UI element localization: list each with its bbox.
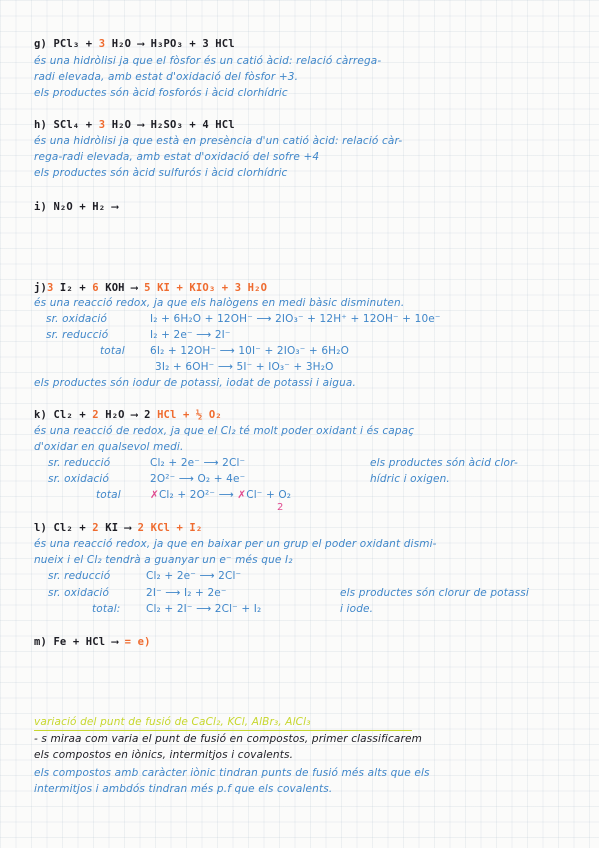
label-l-total: total: xyxy=(92,603,121,615)
coef-j-2: 6 xyxy=(92,282,99,294)
eq-k xyxy=(34,409,222,422)
text-h-1: és una hidròlisi ja que està en presència d'un catió àcid: relació càr- xyxy=(34,135,403,147)
coef-j-1: 3 xyxy=(46,282,54,294)
text-h-2: rega-radi elevada, amb estat d'oxidació del sofre +4 xyxy=(34,151,320,163)
label-g: g) xyxy=(34,38,47,50)
eq-h xyxy=(34,119,235,132)
eq-i-text: N₂O + H₂ xyxy=(53,201,106,213)
label-l-red: sr. reducció xyxy=(48,570,111,582)
eq-i xyxy=(34,201,118,214)
text-j-products: els productes són iodur de potassi, iodat de potassi i aigua. xyxy=(34,377,356,389)
text-l-1: és una reacció redox, ja que en baixar per un grup el poder oxidant dismi- xyxy=(34,538,437,550)
text-k-2: d'oxidar en qualsevol medi. xyxy=(34,441,184,453)
arrow-icon: ⟶ xyxy=(131,409,138,421)
arrow-icon: ⟶ xyxy=(137,38,145,50)
pink-coefficient: 2 xyxy=(277,502,284,513)
label-l: l) xyxy=(34,522,47,534)
section-title: variació del punt de fusió de CaCl₂, KCl, AlBr₃, AlCl₃ xyxy=(34,716,311,728)
eq-k-total-b: Cl⁻ + O₂ xyxy=(246,489,292,501)
eq-j-b: KOH xyxy=(98,282,125,294)
label-k: k) xyxy=(34,409,47,421)
eq-l xyxy=(34,522,202,535)
text-h-3: els productes són àcid sulfurós i àcid clorhídric xyxy=(34,167,288,179)
eq-g-left: PCl₃ + xyxy=(53,38,99,50)
eq-k-c: HCl + ½ O₂ xyxy=(150,409,222,421)
eq-k-a: Cl₂ + xyxy=(53,409,93,421)
text-g-1: és una hidròlisi ja que el fòsfor és un catió àcid: relació càrrega- xyxy=(34,55,382,67)
text-section-1: - s miraa com varia el punt de fusió en compostos, primer classificarem xyxy=(34,733,422,745)
label-j-red: sr. reducció xyxy=(46,329,109,341)
label-h: h) xyxy=(34,119,47,131)
label-k-ox: sr. oxidació xyxy=(48,473,110,485)
eq-m xyxy=(34,636,151,649)
strike-mark-icon: ✗ xyxy=(237,489,247,501)
coef-h: 3 xyxy=(98,119,106,131)
label-k-red: sr. reducció xyxy=(48,457,111,469)
eq-l-a: Cl₂ + xyxy=(53,522,93,534)
eq-k-red: Cl₂ + 2e⁻ ⟶ 2Cl⁻ xyxy=(150,457,246,469)
strike-mark-icon: ✗ xyxy=(150,489,159,501)
text-l-2: nueix i el Cl₂ tendrà a guanyar un e⁻ més que I₂ xyxy=(34,554,293,566)
label-j-ox: sr. oxidació xyxy=(46,313,108,325)
text-k-prod-2: hídric i oxigen. xyxy=(370,473,450,485)
coef-g: 3 xyxy=(98,38,106,50)
eq-m-text: Fe + HCl xyxy=(53,636,106,648)
eq-k-b: H₂O xyxy=(98,409,125,421)
eq-j-c: KI + KIO₃ + 3 H₂O xyxy=(150,282,268,294)
eq-j-a: I₂ + xyxy=(53,282,93,294)
eq-l-red: Cl₂ + 2e⁻ ⟶ 2Cl⁻ xyxy=(146,570,242,582)
label-i: i) xyxy=(34,201,47,213)
eq-g-mid: H₂O xyxy=(105,38,132,50)
label-k-total: total xyxy=(96,489,121,501)
text-g-3: els productes són àcid fosforós i àcid clorhídric xyxy=(34,87,288,99)
eq-l-total: Cl₂ + 2I⁻ ⟶ 2Cl⁻ + I₂ xyxy=(146,603,262,615)
title-underline xyxy=(34,730,412,731)
eq-h-left: SCl₄ + xyxy=(53,119,99,131)
eq-g-right: H₃PO₃ + 3 HCl xyxy=(150,38,235,50)
eq-j-total-2: 3I₂ + 6OH⁻ ⟶ 5I⁻ + IO₃⁻ + 3H₂O xyxy=(155,361,334,373)
eq-k-total xyxy=(150,489,291,502)
coef-j-3: 5 xyxy=(144,282,151,294)
label-j: j) xyxy=(34,282,47,294)
label-l-ox: sr. oxidació xyxy=(48,587,110,599)
eq-g xyxy=(34,38,235,51)
coef-l-1: 2 xyxy=(92,522,99,534)
arrow-icon: ⟶ xyxy=(131,282,138,294)
label-j-total: total xyxy=(100,345,125,357)
note-m: = e) xyxy=(124,636,151,648)
text-l-prod-2: i iode. xyxy=(340,603,374,615)
arrow-icon: ⟶ xyxy=(137,119,145,131)
eq-h-right: H₂SO₃ + 4 HCl xyxy=(150,119,235,131)
eq-h-mid: H₂O xyxy=(105,119,132,131)
text-j-1: és una reacció redox, ja que els halògens en medi bàsic disminuten. xyxy=(34,297,405,309)
eq-j xyxy=(34,282,267,295)
eq-j-red: I₂ + 2e⁻ ⟶ 2I⁻ xyxy=(150,329,231,341)
arrow-icon: ⟶ xyxy=(124,522,132,534)
eq-k-total-a: Cl₂ + 2O²⁻ ⟶ xyxy=(158,489,238,501)
text-section-4: intermitjos i ambdós tindran més p.f que els covalents. xyxy=(34,783,333,795)
text-section-3: els compostos amb caràcter iònic tindran punts de fusió més alts que els xyxy=(34,767,430,779)
eq-l-b: KI xyxy=(98,522,119,534)
eq-j-total-1: 6I₂ + 12OH⁻ ⟶ 10I⁻ + 2IO₃⁻ + 6H₂O xyxy=(150,345,349,357)
arrow-icon: ⟶ xyxy=(111,636,119,648)
eq-l-c: KCl + I₂ xyxy=(144,522,203,534)
text-l-prod-1: els productes són clorur de potassi xyxy=(340,587,529,599)
arrow-icon: ⟶ xyxy=(111,201,119,213)
text-k-prod-1: els productes són àcid clor- xyxy=(370,457,518,469)
text-g-2: radi elevada, amb estat d'oxidació del fòsfor +3. xyxy=(34,71,299,83)
text-k-1: és una reacció de redox, ja que el Cl₂ té molt poder oxidant i és capaç xyxy=(34,425,415,437)
coef-k-1: 2 xyxy=(92,409,99,421)
text-section-2: els compostos en iònics, intermitjos i covalents. xyxy=(34,749,294,761)
label-m: m) xyxy=(34,636,47,648)
coef-k-2: 2 xyxy=(144,409,151,421)
coef-l-2: 2 xyxy=(137,522,145,534)
eq-j-ox: I₂ + 6H₂O + 12OH⁻ ⟶ 2IO₃⁻ + 12H⁺ + 12OH⁻ + 10e⁻ xyxy=(150,313,441,325)
eq-k-ox: 2O²⁻ ⟶ O₂ + 4e⁻ xyxy=(150,473,246,485)
eq-l-ox: 2I⁻ ⟶ I₂ + 2e⁻ xyxy=(146,587,227,599)
